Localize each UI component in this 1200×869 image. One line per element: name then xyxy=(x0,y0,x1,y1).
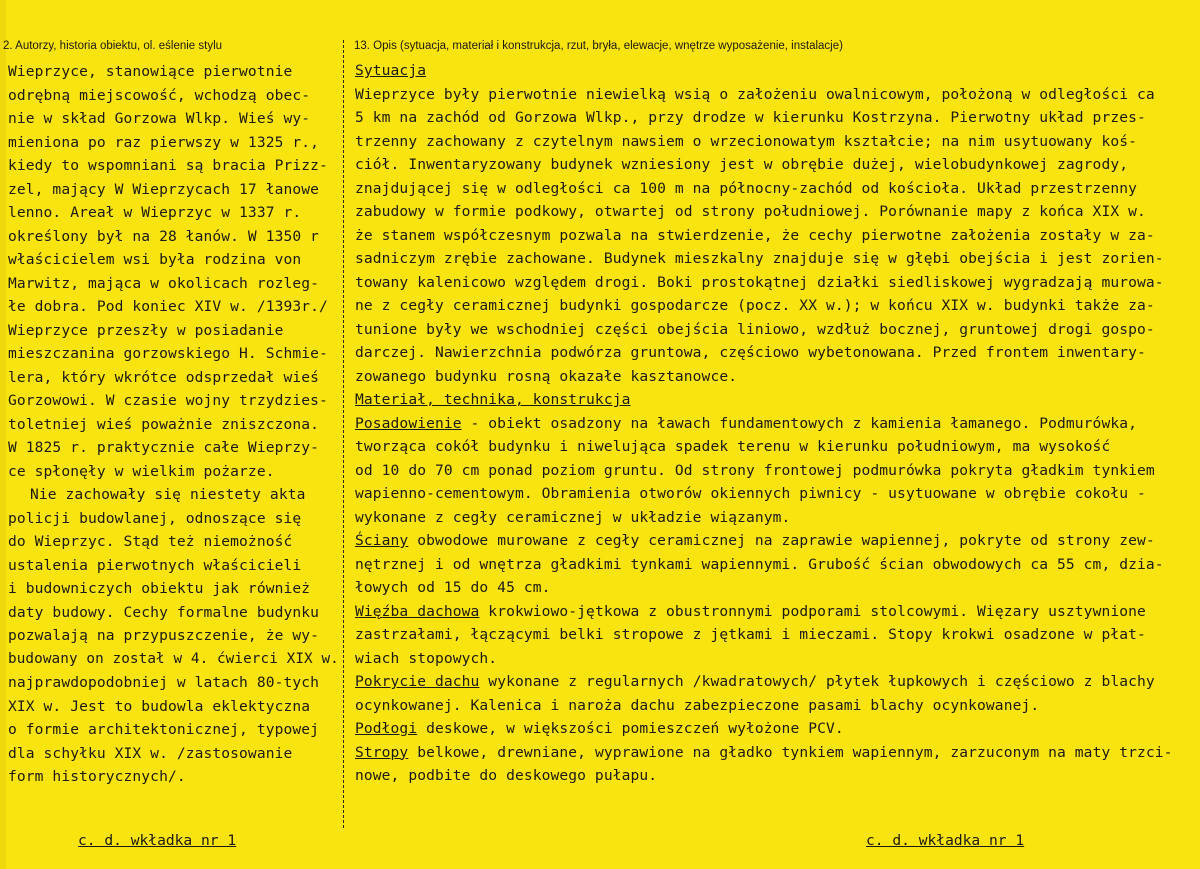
history-line: i budowniczych obiektu jak również xyxy=(8,580,311,597)
floors-line xyxy=(355,717,1195,741)
left-continuation-note: c. d. wkładka nr 1 xyxy=(78,832,237,849)
walls-line: nętrznej i od wnętrza gładkimi tynkami wapiennymi. Grubość ścian obwodowych ca 55 cm, dzia- xyxy=(355,555,1164,573)
situation-line: sadniczym zrębie zachowane. Budynek mieszkalny znajduje się w głębi obejścia i jest zorien- xyxy=(355,250,1164,267)
history-line: budowany on został w 4. ćwierci XIX w. xyxy=(8,650,339,667)
roof-truss-text: krokwiowo-jętkowa z obustronnymi podporami stolcowymi. Więzary usztywnione xyxy=(479,602,1146,620)
column-divider xyxy=(343,40,344,828)
history-line: do Wieprzyc. Stąd też niemożność xyxy=(8,533,293,550)
situation-line: Wieprzyce były pierwotnie niewielką wsią o założeniu owalnicowym, położoną w odległości ca xyxy=(355,85,1155,103)
ceilings-line xyxy=(355,741,1195,765)
history-line: pozwalają na przypuszczenie, że wy- xyxy=(8,627,320,644)
foundation-line xyxy=(355,412,1195,436)
paper-edge xyxy=(0,0,6,869)
history-line: kiedy to wspomniani są bracia Prizz- xyxy=(8,157,328,174)
ceilings-line: nowe, podbite do deskowego pułapu. xyxy=(355,767,658,784)
situation-line: zowanego budynku rosną okazałe kasztanowce. xyxy=(355,367,738,385)
history-line: o formie architektonicznej, typowej xyxy=(8,721,320,738)
history-line: Nie zachowały się niestety akta xyxy=(30,486,306,503)
history-line: Wieprzyce, stanowiące pierwotnie xyxy=(8,63,293,80)
history-line: łe dobra. Pod koniec XIV w. /1393r./ xyxy=(8,298,328,315)
situation-line: trzenny zachowany z czytelnym nawsiem o wrzecionowatym kształcie; na nim usytuowany koś- xyxy=(355,132,1137,150)
roofing-lead: Pokrycie dachu xyxy=(355,673,480,690)
right-column-heading: 13. Opis (sytuacja, materiał i konstrukcja, rzut, bryła, elewacje, wnętrze wyposażenie, instalacje) xyxy=(354,40,843,52)
section-title-material: Materiał, technika, konstrukcja xyxy=(355,391,631,408)
history-column xyxy=(8,60,343,789)
history-line: ustalenia pierwotnych właścicieli xyxy=(8,556,302,574)
situation-line: zabudowy w formie podkowy, otwartej od strony południowej. Porównanie mapy z końca XIX w. xyxy=(355,203,1146,220)
left-column-heading: 2. Autorzy, historia obiektu, ol. eślenie stylu xyxy=(3,40,223,52)
floors-lead: Podłogi xyxy=(355,720,418,737)
history-line: Marwitz, mająca w okolicach rozleg- xyxy=(8,274,320,292)
history-line: ce spłonęły w wielkim pożarze. xyxy=(8,462,275,480)
history-line: XIX w. Jest to budowla eklektyczna xyxy=(8,697,311,715)
right-continuation-note: c. d. wkładka nr 1 xyxy=(866,832,1025,849)
roof-truss-lead: Więźba dachowa xyxy=(355,602,480,620)
history-line: dla schyłku XIX w. /zastosowanie xyxy=(8,744,293,762)
description-column xyxy=(355,59,1195,788)
situation-line: darczej. Nawierzchnia podwórza gruntowa, częściowo wybetonowana. Przed frontem inwentary- xyxy=(355,344,1146,361)
history-line: mieniona po raz pierwszy w 1325 r., xyxy=(8,133,320,151)
situation-line: ciół. Inwentaryzowany budynek wzniesiony jest w obrębie dużej, wielobudynkowej zagrody, xyxy=(355,156,1129,173)
history-line: mieszczanina gorzowskiego H. Schmie- xyxy=(8,345,328,362)
foundation-lead: Posadowienie xyxy=(355,414,462,432)
walls-text: obwodowe murowane z cegły ceramicznej na zaprawie wapiennej, pokryte od strony zew- xyxy=(408,532,1155,549)
history-line: nie w skład Gorzowa Wlkp. Wieś wy- xyxy=(8,110,311,127)
roof-truss-line: wiach stopowych. xyxy=(355,649,498,667)
foundation-text: - obiekt osadzony na ławach fundamentowych z kamienia łamanego. Podmurówka, xyxy=(461,414,1137,432)
floors-text: deskowe, w większości pomieszczeń wyłożone PCV. xyxy=(417,720,844,737)
history-line: odrębną miejscowość, wchodzą obec- xyxy=(8,86,311,104)
section-title-situation: Sytuacja xyxy=(355,62,427,79)
history-line: lera, który wkrótce odsprzedał wieś xyxy=(8,368,320,386)
foundation-line: tworząca cokół budynku i niwelująca spadek terenu w kierunku południowym, ma wysokość xyxy=(355,438,1111,455)
roofing-line: ocynkowanej. Kalenica i naroża dachu zabezpieczone pasami blachy ocynkowanej. xyxy=(355,696,1040,714)
history-line: właścicielem wsi była rodzina von xyxy=(8,251,302,268)
walls-line: łowych od 15 do 45 cm. xyxy=(355,579,551,596)
situation-line: 5 km na zachód od Gorzowa Wlkp., przy drodze w kierunku Kostrzyna. Pierwotny układ przes- xyxy=(355,109,1146,126)
foundation-line: od 10 do 70 cm ponad poziom gruntu. Od strony frontowej podmurówka pokryta gładkim tynkiem xyxy=(355,461,1155,479)
history-line: zel, mający W Wieprzycach 17 łanowe xyxy=(8,180,320,198)
history-line: najprawdopodobniej w latach 80-tych xyxy=(8,674,320,691)
history-line: Gorzowowi. W czasie wojny trzydzies- xyxy=(8,392,328,409)
situation-line: że stanem współczesnym pozwala na stwierdzenie, że cechy pierwotne założenia zostały w za- xyxy=(355,226,1155,244)
history-line: toletniej wieś poważnie zniszczona. xyxy=(8,415,320,433)
roof-truss-line: zastrzałami, łączącymi belki stropowe z jętkami i mieczami. Stopy krokwi osadzone w płat- xyxy=(355,626,1146,643)
situation-line: tunione były we wschodniej części obejścia liniowo, wzdłuż bocznej, gruntowej drogi gospo- xyxy=(355,320,1155,338)
walls-lead: Ściany xyxy=(355,532,409,549)
ceilings-lead: Stropy xyxy=(355,743,409,761)
situation-line: towany kalenicowo względem drogi. Boki prostokątnej działki siedliskowej wygradzają murowa- xyxy=(355,273,1164,291)
history-line: form historycznych/. xyxy=(8,768,186,785)
history-line: lenno. Areał w Wieprzyc w 1337 r. xyxy=(8,204,302,221)
ceilings-text: belkowe, drewniane, wyprawione na gładko tynkiem wapiennym, zarzuconym na maty trzci- xyxy=(408,743,1173,761)
situation-line: ne z cegły ceramicznej budynki gospodarcze (pocz. XX w.); w końcu XIX w. budynki także za- xyxy=(355,297,1155,314)
foundation-line: wapienno-cementowym. Obramienia otworów okiennych piwnicy - usytuowane w obrębie cokołu - xyxy=(355,485,1146,502)
history-line: określony był na 28 łanów. W 1350 r xyxy=(8,227,320,245)
roof-truss-line xyxy=(355,600,1195,624)
history-line: Wieprzyce przeszły w posiadanie xyxy=(8,321,284,339)
situation-line: znajdującej się w odległości ca 100 m na północny-zachód od kościoła. Układ przestrzenny xyxy=(355,179,1137,197)
history-line: daty budowy. Cechy formalne budynku xyxy=(8,603,320,621)
history-line: W 1825 r. praktycznie całe Wieprzy- xyxy=(8,439,320,456)
foundation-line: wykonane z cegły ceramicznej w układzie wiązanym. xyxy=(355,508,791,526)
walls-line xyxy=(355,529,1195,553)
history-line: policji budowlanej, odnoszące się xyxy=(8,509,302,527)
roofing-line xyxy=(355,670,1195,694)
roofing-text: wykonane z regularnych /kwadratowych/ płytek łupkowych i częściowo z blachy xyxy=(479,673,1155,690)
